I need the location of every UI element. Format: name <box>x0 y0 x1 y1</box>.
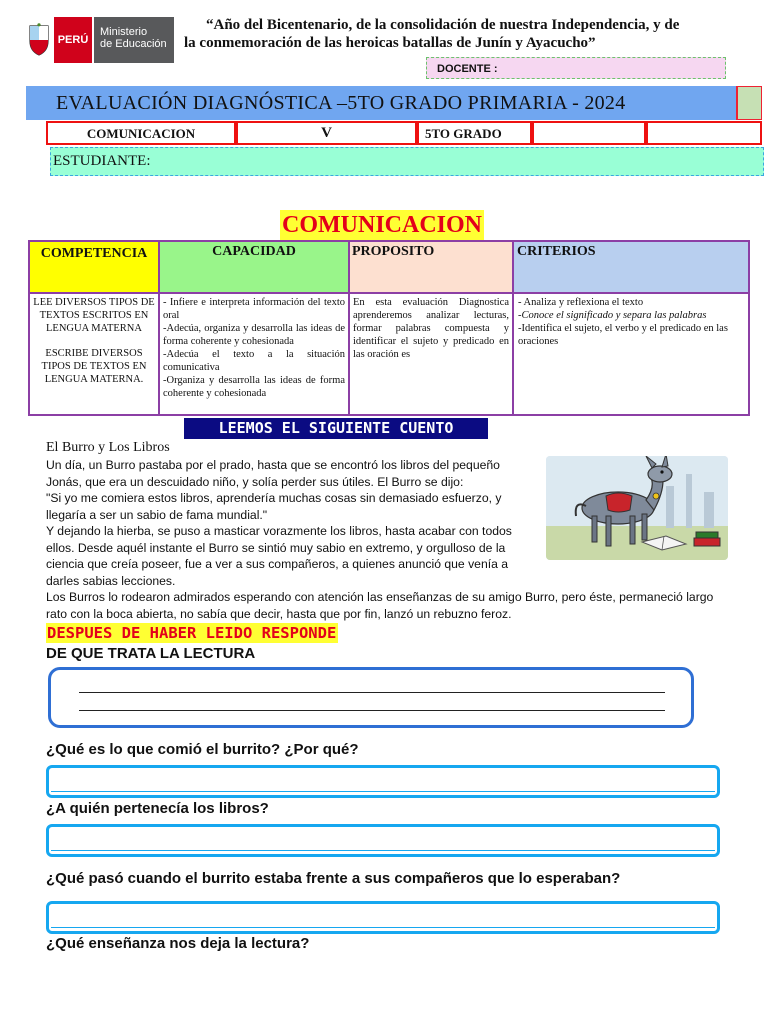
answer-box-3[interactable] <box>46 824 720 857</box>
peru-crest-icon <box>24 20 54 60</box>
page-title: EVALUACIÓN DIAGNÓSTICA –5TO GRADO PRIMARIA - 2024 <box>56 92 626 114</box>
donkey-illustration <box>546 456 728 560</box>
year-quote: “Año del Bicentenario, de la consolidación de nuestra Independencia, y de la conmemoración de las heroicas batallas de Junín y Ayacucho” <box>184 17 680 51</box>
question-4: ¿Qué pasó cuando el burrito estaba frente a sus compañeros que lo esperaban? <box>46 870 621 887</box>
logo-ministry: Ministerio de Educación <box>94 17 174 63</box>
blank-cell-1[interactable] <box>532 121 646 145</box>
competency-table <box>28 240 750 416</box>
questions-banner: DESPUES DE HABER LEIDO RESPONDE <box>47 624 337 642</box>
info-row <box>46 121 762 145</box>
header-competencia: COMPETENCIA <box>29 241 159 293</box>
competencia-cell: LEE DIVERSOS TIPOS DE TEXTOS ESCRITOS EN LENGUA MATERNA ESCRIBE DIVERSOS TIPOS DE TEXTOS EN LENGUA MATERNA. <box>29 293 159 415</box>
capacidad-cell: - Infiere e interpreta información del texto oral -Adecúa, organiza y desarrolla las ideas de forma coherente y cohesionada -Adecúa el texto a la situación comunicativa -Organiza y desarrolla las ideas de forma coherente y cohesionada <box>159 293 349 415</box>
criterios-cell: - Analiza y reflexiona el texto -Conoce el significado y separa las palabras -Identifica el sujeto, el verbo y el predicado en las oraciones <box>513 293 749 415</box>
story-title: El Burro y Los Libros <box>46 440 170 455</box>
story-paragraph: Un día, un Burro pastaba por el prado, hasta que se encontró los libros del pequeño Jonás, que era un descuidado niño, y solía perder sus útiles. El Burro se dijo: <box>46 458 500 489</box>
student-field[interactable]: ESTUDIANTE: <box>50 147 764 176</box>
question-2: ¿Qué es lo que comió el burrito? ¿Por qué? <box>46 741 359 758</box>
answer-box-2[interactable] <box>46 765 720 798</box>
header-proposito: PROPOSITO <box>349 241 513 293</box>
section-title: COMUNICACION <box>282 212 482 238</box>
grade-cell: 5TO GRADO <box>417 121 532 145</box>
story-paragraph: Los Burros lo rodearon admirados esperando con atención las enseñanzas de su amigo Burro, pero éste, permaneció largo rato con la boca abierta, no sabía que decir, hasta que por fin, lanzó un rebuzno feroz. <box>46 590 714 621</box>
ministry-logo <box>24 16 174 64</box>
story-paragraph: Y dejando la hierba, se puso a masticar vorazmente los libros, hasta acabar con todos ellos. Desde aquél instante el Burro se sintió muy sabio en extremo, y orgulloso de la ciencia que creía poseer, fue a ver a sus compañeros, a quienes anunció que venía a darles sabias lecciones. <box>46 524 512 588</box>
title-side-cell <box>738 86 762 120</box>
question-3: ¿A quién pertenecía los libros? <box>46 800 269 817</box>
docente-field[interactable]: DOCENTE : <box>426 57 726 79</box>
table-header-row <box>29 241 749 293</box>
story-text <box>46 457 526 589</box>
proposito-cell: En esta evaluación Diagnostica aprenderemos analizar lecturas, formar palabras compuesta y identificar el sujeto y predicado en las oración es <box>349 293 513 415</box>
header-capacidad: CAPACIDAD <box>159 241 349 293</box>
header-criterios: CRITERIOS <box>513 241 749 293</box>
question-1: DE QUE TRATA LA LECTURA <box>46 645 256 662</box>
question-5: ¿Qué enseñanza nos deja la lectura? <box>46 935 310 952</box>
blank-cell-2[interactable] <box>646 121 762 145</box>
cycle-cell: V <box>236 121 417 145</box>
reading-banner: LEEMOS EL SIGUIENTE CUENTO <box>184 418 488 439</box>
answer-line <box>79 710 665 711</box>
answer-line <box>79 692 665 693</box>
answer-box-1[interactable] <box>48 667 694 728</box>
table-row <box>29 293 749 415</box>
title-bar <box>26 86 738 120</box>
answer-box-4[interactable] <box>46 901 720 934</box>
logo-country: PERÚ <box>54 17 94 63</box>
area-cell: COMUNICACION <box>46 121 236 145</box>
story-paragraph: "Si yo me comiera estos libros, aprendería muchas cosas sin demasiado esfuerzo, y llegaría a ser un sabio de fama mundial." <box>46 491 502 522</box>
